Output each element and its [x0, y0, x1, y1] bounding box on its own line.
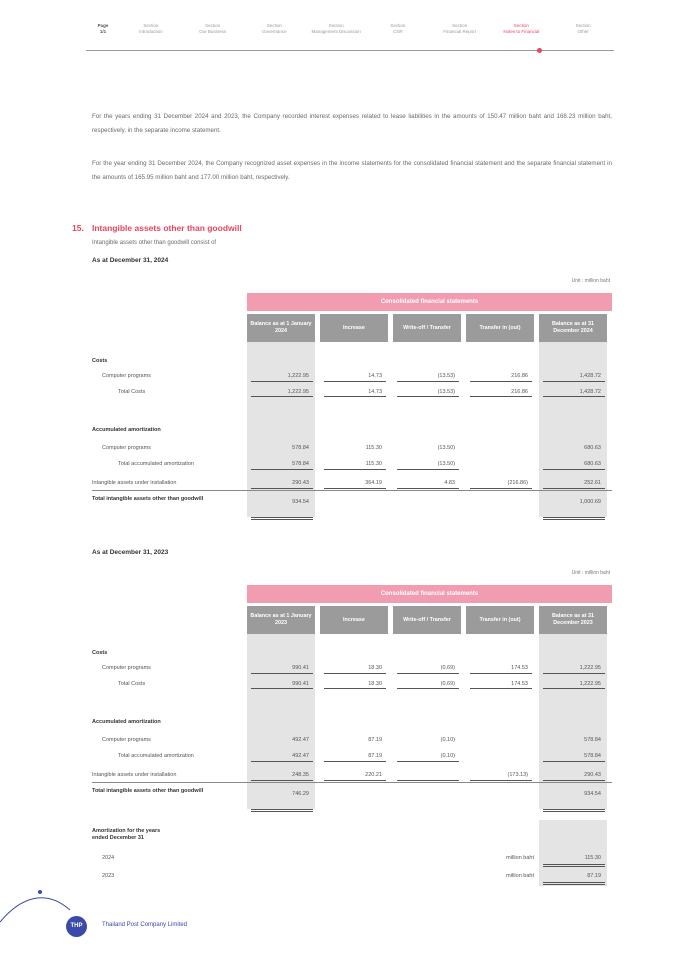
rule-line	[470, 780, 532, 781]
table-cell: (0.69)	[440, 665, 455, 671]
nav-sub: Governance	[262, 29, 287, 34]
rule-line	[543, 864, 605, 865]
table-2024-unit: Unit : million baht	[571, 278, 610, 284]
row-label: Costs	[92, 358, 108, 364]
nav-item-0[interactable]	[86, 22, 120, 52]
table-cell: (13.50)	[437, 461, 455, 467]
amortization-row	[92, 852, 612, 864]
table-cell: (0.10)	[440, 753, 455, 759]
nav-title: Section	[205, 23, 221, 28]
rule-line	[251, 517, 313, 518]
column-header: Write-off / Transfer	[393, 606, 461, 634]
table-cell: 87.19	[368, 753, 382, 759]
table-cell: 492.47	[292, 737, 309, 743]
table-cell: 934.54	[292, 499, 309, 505]
table-cell: 492.47	[292, 753, 309, 759]
nav-sub: 1/1	[99, 29, 107, 34]
table-cell: 578.84	[584, 737, 601, 743]
row-label: Intangible assets under installation	[92, 772, 177, 778]
rule-line	[543, 673, 605, 674]
nav-title: Page	[97, 23, 109, 28]
rule-line	[543, 688, 605, 689]
amortization-year: 2023	[102, 873, 115, 879]
rule-line	[324, 688, 386, 689]
table-cell: 1,428.72	[579, 373, 601, 379]
nav-title: Section	[143, 23, 159, 28]
nav-item-8[interactable]	[552, 22, 614, 52]
rule-line	[543, 469, 605, 470]
nav-title: Section	[390, 23, 406, 28]
table-cell: 252.61	[584, 480, 601, 486]
row-label: Total intangible assets other than goodwill	[92, 788, 204, 794]
rule-line	[324, 761, 386, 762]
rule-line	[92, 490, 612, 491]
table-cell: 578.84	[292, 461, 309, 467]
nav-title: Section	[452, 23, 468, 28]
table-cell: (13.53)	[437, 373, 455, 379]
rule-line	[543, 488, 605, 489]
row-label: Computer programs	[102, 665, 151, 671]
row-label: Total Costs	[118, 681, 146, 687]
rule-line	[543, 884, 605, 885]
row-label: Total accumulated amortization	[118, 753, 194, 759]
table-cell: 248.35	[292, 772, 309, 778]
nav-sub: Financial Report	[443, 29, 476, 34]
rule-line	[543, 381, 605, 382]
table-cell: 746.29	[292, 791, 309, 797]
nav-sub: CSR	[393, 29, 403, 34]
table-cell: 578.84	[292, 445, 309, 451]
rule-line	[251, 519, 313, 520]
rule-line	[251, 488, 313, 489]
table-cell: (173.13)	[507, 772, 528, 778]
table-2024-as-at: As at December 31, 2024	[92, 257, 169, 264]
amortization-block	[92, 820, 612, 890]
table-2023-as-at: As at December 31, 2023	[92, 549, 169, 556]
row-label: Intangible assets under installation	[92, 480, 177, 486]
rule-line	[543, 866, 605, 867]
table-cell: 1,222.95	[287, 389, 309, 395]
rule-line	[470, 488, 532, 489]
table-cell: 680.63	[584, 445, 601, 451]
table-cell: 290.43	[292, 480, 309, 486]
table-row	[92, 424, 612, 436]
rule-line	[324, 673, 386, 674]
section-title: Intangible assets other than goodwill	[92, 223, 242, 233]
amortization-unit: million baht	[506, 873, 534, 879]
table-cell: 115.30	[365, 461, 382, 467]
row-label: Computer programs	[102, 373, 151, 379]
row-label: Total Costs	[118, 389, 146, 395]
table-row	[92, 716, 612, 728]
rule-line	[251, 761, 313, 762]
table-band-title: Consolidated financial statements	[247, 293, 612, 311]
table-cell: 87.19	[368, 737, 382, 743]
rule-line	[543, 761, 605, 762]
table-cell: 174.53	[511, 681, 528, 687]
table-cell: 115.30	[365, 445, 382, 451]
column-header: Increase	[320, 314, 388, 342]
table-row	[92, 734, 612, 746]
rule-line	[324, 396, 386, 397]
rule-line	[397, 761, 459, 762]
rule-line	[251, 811, 313, 812]
nav-item-2[interactable]	[182, 22, 244, 52]
table-cell: (0.69)	[440, 681, 455, 687]
table-row	[92, 647, 612, 659]
column-header: Transfer in (out)	[466, 314, 534, 342]
top-navigation	[86, 22, 614, 52]
rule-line	[397, 396, 459, 397]
nav-active-marker-icon	[537, 48, 542, 53]
amortization-heading: Amortization for the years ended December 31	[92, 828, 161, 841]
amortization-year: 2024	[102, 855, 115, 861]
table-cell: 4.83	[444, 480, 455, 486]
row-label: Total intangible assets other than goodwill	[92, 496, 204, 502]
rule-line	[251, 673, 313, 674]
column-header: Balance as at 1 January 2023	[247, 606, 315, 634]
table-cell: 1,222.95	[287, 373, 309, 379]
company-logo: THP	[66, 916, 87, 937]
rule-line	[324, 780, 386, 781]
table-cell: 1,000.69	[579, 499, 601, 505]
rule-line	[251, 809, 313, 810]
table-cell: 174.53	[511, 665, 528, 671]
table-cell: 680.63	[584, 461, 601, 467]
rule-line	[251, 688, 313, 689]
rule-line	[543, 396, 605, 397]
table-cell: 216.86	[511, 389, 528, 395]
table-cell: (13.53)	[437, 389, 455, 395]
table-2023-unit: Unit : million baht	[571, 570, 610, 576]
amortization-row	[92, 870, 612, 882]
rule-line	[470, 381, 532, 382]
rule-line	[470, 688, 532, 689]
table-cell: 578.84	[584, 753, 601, 759]
nav-sub: Notes to Financial	[503, 29, 540, 34]
amortization-unit: million baht	[506, 855, 534, 861]
nav-item-4[interactable]	[305, 22, 367, 52]
nav-title: Section	[266, 23, 282, 28]
table-band-title: Consolidated financial statements	[247, 585, 612, 603]
rule-line	[543, 519, 605, 520]
nav-item-3[interactable]	[243, 22, 305, 52]
rule-line	[324, 469, 386, 470]
row-label: Computer programs	[102, 445, 151, 451]
table-cell: 14.73	[368, 373, 382, 379]
rule-line	[251, 780, 313, 781]
column-header: Balance as at 1 January 2024	[247, 314, 315, 342]
column-header: Increase	[320, 606, 388, 634]
rule-line	[92, 782, 612, 783]
paragraph-lease-interest: For the years ending 31 December 2024 and 2023, the Company recorded interest expenses related to lease liabilities in the amounts of 150.47 million baht and 168.23 million baht, respectively, in the separate income statement.	[92, 113, 612, 134]
nav-item-5[interactable]	[367, 22, 429, 52]
nav-sub: Management Discussion	[311, 29, 361, 34]
nav-sub: Introduction	[139, 29, 163, 34]
table-row	[92, 695, 612, 707]
column-header: Balance as at 31 December 2023	[539, 606, 607, 634]
table-row	[92, 496, 612, 508]
column-header: Write-off / Transfer	[393, 314, 461, 342]
table-cell: 1,222.95	[579, 665, 601, 671]
table-cell: 18.30	[368, 665, 382, 671]
nav-item-7-active[interactable]	[490, 22, 552, 52]
rule-line	[324, 488, 386, 489]
table-cell: 290.43	[584, 772, 601, 778]
table-cell: 220.21	[365, 772, 382, 778]
rule-line	[251, 381, 313, 382]
table-row	[92, 355, 612, 367]
rule-line	[397, 469, 459, 470]
table-row	[92, 442, 612, 454]
table-cell: 1,222.95	[579, 681, 601, 687]
table-cell: 364.19	[365, 480, 382, 486]
table-cell: (0.10)	[440, 737, 455, 743]
rule-line	[543, 882, 605, 883]
row-label: Computer programs	[102, 737, 151, 743]
column-header: Transfer in (out)	[466, 606, 534, 634]
rule-line	[543, 811, 605, 812]
section-heading	[72, 223, 242, 233]
rule-line	[543, 517, 605, 518]
table-2024	[92, 293, 612, 523]
rule-line	[470, 673, 532, 674]
nav-sub: Other	[577, 29, 589, 34]
rule-line	[397, 780, 459, 781]
table-row	[92, 403, 612, 415]
rule-line	[397, 673, 459, 674]
table-cell: 18.30	[368, 681, 382, 687]
rule-line	[397, 488, 459, 489]
column-header: Balance as at 31 December 2024	[539, 314, 607, 342]
paragraph-asset-expenses: For the year ending 31 December 2024, the Company recognized asset expenses in the income statements for the consolidated financial statement and the separate financial statement in the amounts of 165.95 million baht and 177.00 million baht, respectively.	[92, 160, 612, 181]
table-cell: 990.41	[292, 665, 309, 671]
table-row	[92, 788, 612, 800]
row-label: Costs	[92, 650, 108, 656]
row-label: Accumulated amortization	[92, 719, 161, 725]
rule-line	[397, 688, 459, 689]
row-label: Accumulated amortization	[92, 427, 161, 433]
rule-line	[397, 381, 459, 382]
amortization-value: 115.30	[584, 855, 601, 861]
nav-item-6[interactable]	[429, 22, 491, 52]
table-cell: 934.54	[584, 791, 601, 797]
nav-title: Section	[328, 23, 344, 28]
rule-line	[251, 469, 313, 470]
rule-line	[324, 381, 386, 382]
nav-divider	[86, 50, 614, 51]
amortization-value: 87.19	[587, 873, 601, 879]
nav-sub: Our Business	[199, 29, 227, 34]
table-cell: 216.86	[511, 373, 528, 379]
table-cell: 1,428.72	[579, 389, 601, 395]
table-cell: (13.50)	[437, 445, 455, 451]
rule-line	[251, 396, 313, 397]
rule-line	[543, 809, 605, 810]
rule-line	[470, 396, 532, 397]
table-cell: 14.73	[368, 389, 382, 395]
row-label: Total accumulated amortization	[118, 461, 194, 467]
nav-title: Section	[513, 23, 529, 28]
rule-line	[543, 780, 605, 781]
nav-title: Section	[575, 23, 591, 28]
section-number: 15.	[72, 223, 84, 233]
table-2023	[92, 585, 612, 815]
section-subtitle: Intangible assets other than goodwill consist of	[92, 240, 217, 246]
nav-item-1[interactable]	[120, 22, 182, 52]
footer-company-name: Thailand Post Company Limited	[102, 922, 188, 928]
table-cell: 990.41	[292, 681, 309, 687]
table-cell: (216.86)	[507, 480, 528, 486]
decorative-swoosh-icon	[0, 880, 120, 962]
